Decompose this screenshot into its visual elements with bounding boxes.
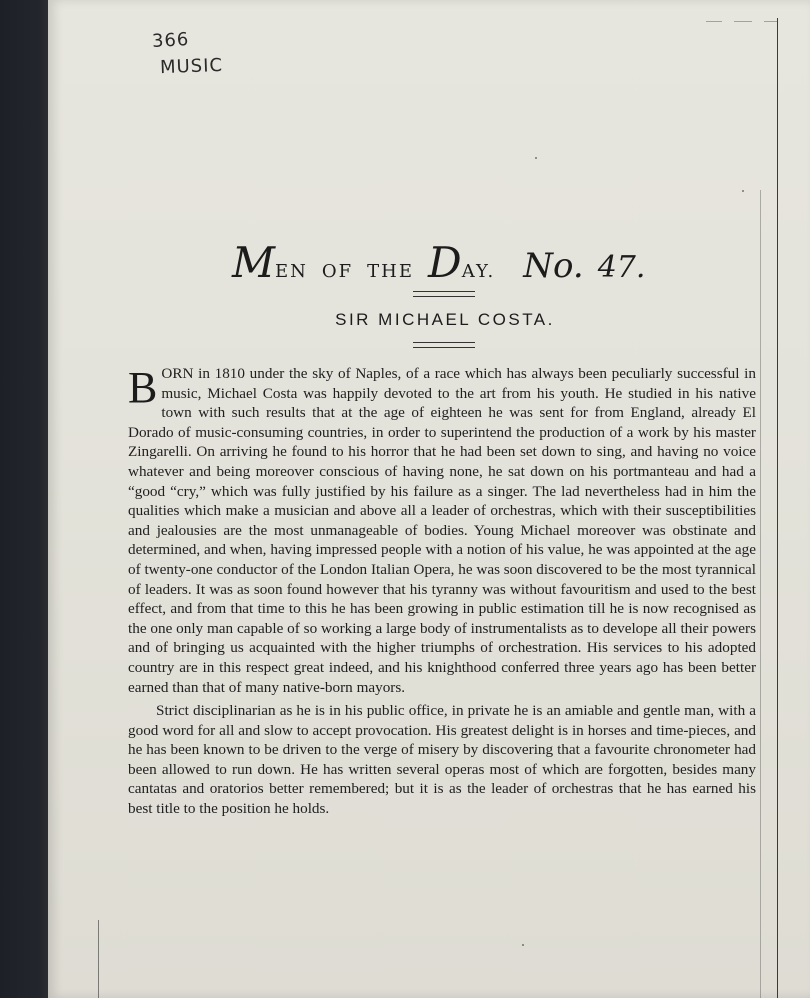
- margin-mark: [98, 920, 99, 998]
- paper-speck: [535, 157, 537, 159]
- paragraph-1-text: ORN in 1810 under the sky of Naples, of a race which has always been peculiarly successful in music, Michael Costa was happily devoted to the art from his youth. He studied in his native town with such results that at the age of eighteen he was sent for from England, already El Dorado of music-consuming countries, in order to superintend the production of a work by his master Zingarelli. On arriving he found to his horror that he had been set down to sing, and having no voice whatever and being moreover conscious of having none, he sat down on his portmanteau and had a “good “cry,” which was fully justified by his failure as a singer. The lad nevertheless had in him the qualities which make a musician and above all a leader of orchestras, which with their susceptibilities and jealousies are the most unmanageable of bodies. Young Michael moreover was obstinate and determined, and when, having impressed people with a notion of his value, he was appointed at the age of twenty-one conductor of the London Italian Opera, he was soon discovered to be the most tyrannical of leaders. It was as soon found however that his tyranny was without favouritism and used to the best effect, and from that time to this he has been growing in public estimation till he is now recognised as the one only man capable of so working a large body of instrumentalists as to develope all their powers and of bringing us acquainted with the higher triumphs of orchestration. His services to his adopted country are in this respect great indeed, and his knighthood conferred three years ago has been better earned than that of many native-born mayors.: [128, 365, 756, 696]
- heading-divider: [413, 291, 475, 297]
- paper-speck: [522, 944, 524, 946]
- heading-day-cap: D: [428, 238, 462, 287]
- page-fold-line: [760, 190, 761, 998]
- article-paragraph-1: [128, 364, 756, 697]
- heading-no: No.: [523, 246, 584, 286]
- margin-dash: [734, 21, 752, 22]
- article-body: [128, 364, 756, 819]
- heading-issue-number: 47.: [597, 250, 646, 285]
- margin-dash: [706, 21, 722, 22]
- page-edge-rule: [777, 18, 778, 998]
- drop-cap: B: [128, 363, 158, 412]
- heading-men-rest: EN: [275, 261, 308, 282]
- handwritten-page-number: 366: [151, 29, 190, 52]
- paper-speck: [742, 190, 744, 192]
- heading-the: THE: [367, 261, 414, 282]
- series-heading: [232, 238, 662, 287]
- heading-men-cap: M: [232, 238, 276, 287]
- subject-divider: [413, 342, 475, 348]
- margin-dash: [764, 21, 778, 22]
- article-paragraph-2: Strict disciplinarian as he is in his public office, in private he is an amiable and gentle man, with a good word for all and slow to accept provocation. His greatest delight is in horses and time-pieces, and he has been known to be driven to the verge of misery by discovering that a favourite chronometer had been allowed to run down. He has written several operas most of which are forgotten, besides many cantatas and oratorios better remembered; but it is as the leader of orchestras that he has earned his best title to the position he holds.: [128, 702, 756, 818]
- heading-day-rest: AY.: [461, 261, 496, 282]
- handwritten-category: MUSIC: [159, 54, 224, 79]
- subject-title: SIR MICHAEL COSTA.: [335, 310, 555, 329]
- heading-of: OF: [321, 261, 354, 282]
